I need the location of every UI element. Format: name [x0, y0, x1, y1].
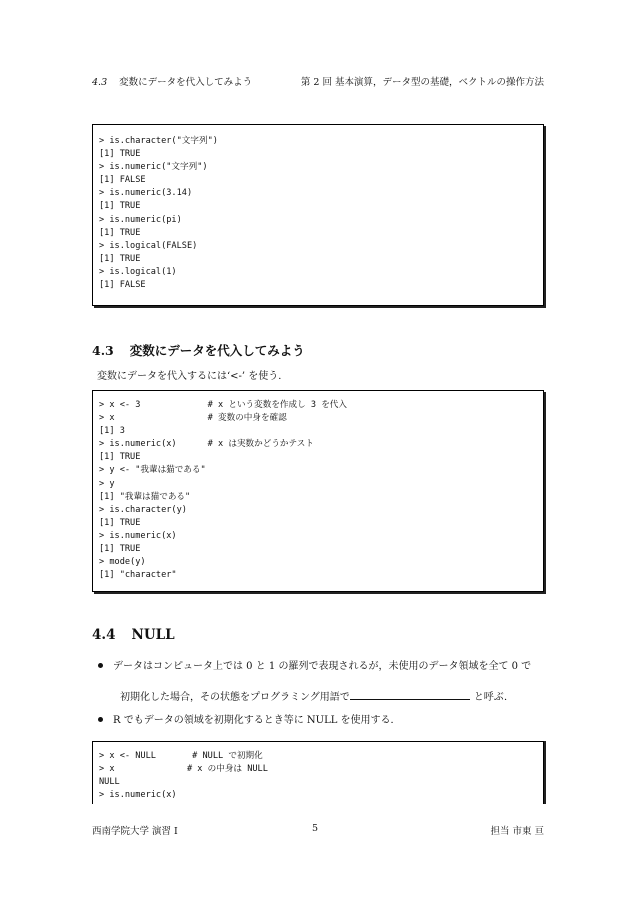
- code-block-null: [92, 741, 544, 804]
- section-number: 4.4: [92, 627, 116, 643]
- section-heading-4-3: [92, 341, 305, 359]
- header-section-title: 変数にデータを代入してみよう: [119, 77, 253, 88]
- fill-in-blank: [350, 691, 470, 700]
- section-title: 変数にデータを代入してみよう: [129, 343, 305, 358]
- page-header: [92, 74, 544, 88]
- section-heading-4-4: [92, 627, 175, 643]
- code-text: > is.character("文字列") [1] TRUE > is.numeric("文字列") [1] FALSE > is.numeric(3.14) [1] TRUE > is.numeric(pi) [1] TRUE > is.logical(FALSE) [1] TRUE > is.logical(1) [1] FALSE: [99, 136, 218, 291]
- bullet-text-after-blank: と呼ぶ．: [473, 692, 515, 703]
- header-section-number: 4.3: [92, 77, 108, 88]
- bullet-icon: [98, 663, 103, 668]
- code-text: > x <- NULL # NULL で初期化 > x # x の中身は NULL NULL > is.numeric(x): [99, 751, 268, 801]
- bullet-item-zero-init: [98, 657, 531, 672]
- bullet-item-continuation: [120, 688, 514, 703]
- bullet-text: データはコンピュータ上では 0 と 1 の羅列で表現されるが，未使用のデータ領域を全て 0 で: [113, 661, 532, 672]
- page-number: 5: [312, 823, 319, 834]
- code-text: > x <- 3 # x という変数を作成し 3 を代入 > x # 変数の中身を確認 [1] 3 > is.numeric(x) # x は実数かどうかテスト [1] TRUE > y <- "我輩は猫である" > y [1] "我輩は猫である" > is.character(y) [1] TRUE > is.numeric(x) [1] TRUE > mode(y) [1] "character": [99, 400, 347, 581]
- code-block-assignment: [92, 390, 544, 592]
- bullet-icon: [98, 717, 103, 722]
- paragraph-assignment: 変数にデータを代入するには‘<-’ を使う．: [97, 371, 289, 382]
- footer-right: 担当 市東 亘: [490, 826, 544, 837]
- section-number: 4.3: [92, 343, 114, 358]
- header-right: 第 2 回 基本演算，データ型の基礎，ベクトルの操作方法: [300, 77, 544, 88]
- footer-left: 西南学院大学 演習 I: [92, 826, 178, 837]
- header-left: [92, 74, 252, 88]
- code-block-type-checks: [92, 124, 544, 306]
- page-footer: [92, 823, 544, 837]
- bullet-item-null: [98, 711, 401, 726]
- section-title: NULL: [131, 627, 175, 643]
- bullet-text-before-blank: 初期化した場合，その状態をプログラミング用語で: [120, 692, 350, 703]
- bullet-text: R でもデータの領域を初期化するとき等に NULL を使用する．: [113, 715, 401, 726]
